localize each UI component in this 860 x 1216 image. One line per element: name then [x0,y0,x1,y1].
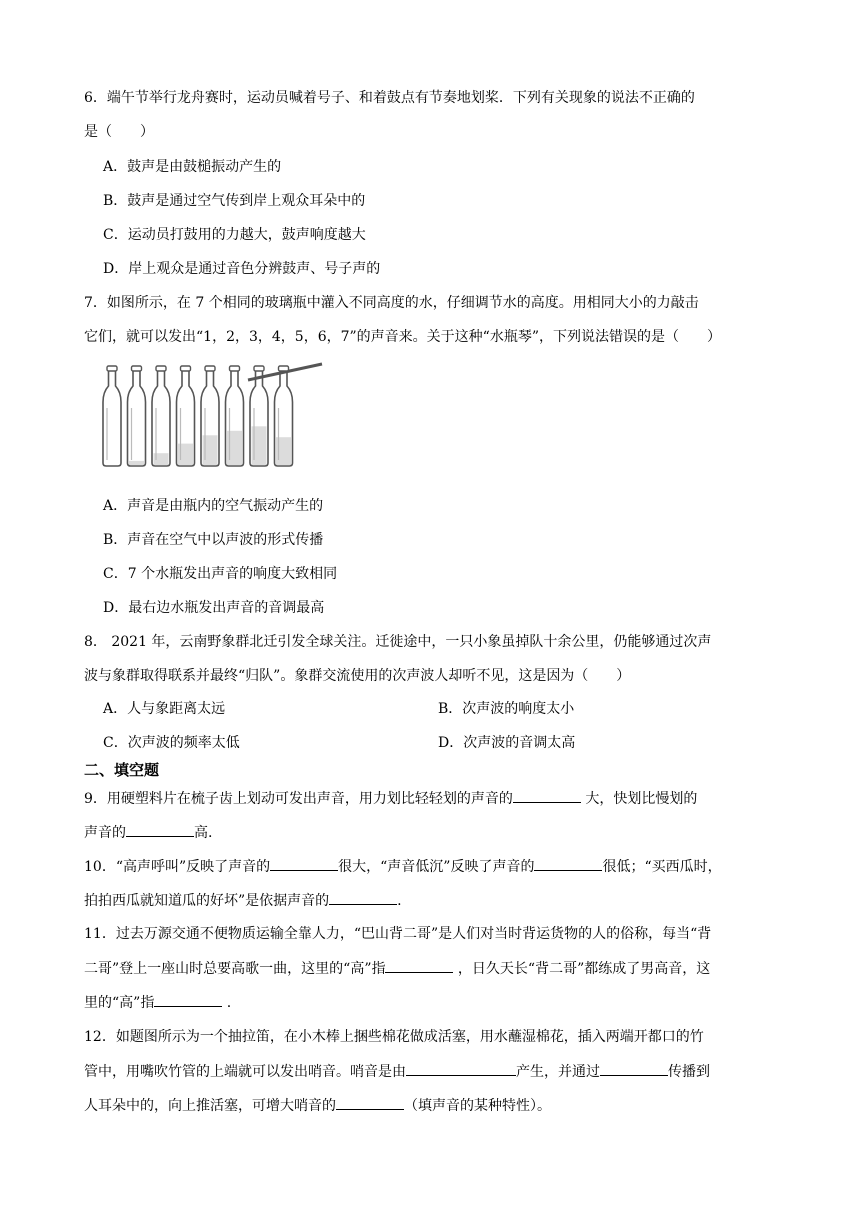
q6-stem-line1: 6．端午节举行龙舟赛时，运动员喊着号子、和着鼓点有节奏地划桨．下列有关现象的说法不正确的 [84,90,695,106]
q7-option-a[interactable]: A．声音是由瓶内的空气振动产生的 [103,498,324,514]
q10-text: 拍拍西瓜就知道瓜的好坏”是依据声音的 [84,893,330,909]
bottle [103,366,121,466]
q12-line3 [84,1095,551,1116]
bottle-outline [103,370,121,466]
q10-text: 很低；“买西瓜时， [602,859,722,875]
q9-blank-1[interactable] [513,788,581,803]
q9-text: 9．用硬塑料片在梳子齿上划动可发出声音，用力划比轻轻划的声音的 [84,791,513,807]
q10-blank-1[interactable] [270,856,338,871]
bottle [128,366,146,466]
q11-line1: 11．过去万源交通不便物质运输全靠人力，“巴山背二哥”是人们对当时背运货物的人的俗称，每当“背 [84,926,712,942]
q9-text: 高. [194,825,213,841]
q12-line2 [84,1061,710,1082]
q10-text: 10．“高声呼叫”反映了声音的 [84,859,271,875]
q8-stem-line1: 8． 2021 年，云南野象群北迁引发全球关注。迁徙途中，一只小象虽掉队十余公里，仍能够通过次声 [84,634,712,650]
q12-text: 传播到 [668,1064,710,1080]
q9-blank-2[interactable] [126,822,194,837]
water-bottle-figure [100,358,330,474]
q9-text: 大，快划比慢划的 [580,791,698,807]
q11-blank-2[interactable] [154,992,222,1007]
bottle-outline [128,370,146,466]
q9-text: 声音的 [84,825,126,841]
q11-line3 [84,992,231,1013]
section-heading: 二、填空题 [84,761,160,779]
water [129,461,144,465]
q6-option-c[interactable]: C．运动员打鼓用的力越大，鼓声响度越大 [103,227,366,243]
q7-stem-line1: 7．如图所示，在 7 个相同的玻璃瓶中灌入不同高度的水，仔细调节水的高度。用相同大小的力敲击 [84,295,699,311]
q11-text: 里的“高”指 [84,995,155,1011]
q12-blank-2[interactable] [600,1061,668,1076]
q10-blank-2[interactable] [534,856,602,871]
q9-line1 [84,788,697,809]
q8-option-d[interactable]: D．次声波的音调太高 [438,735,576,751]
bottle-lip [181,366,191,371]
bottle-lip [107,366,117,371]
bottle [152,366,170,466]
q11-blank-1[interactable] [385,958,453,973]
q12-text: 人耳朵中的，向上推活塞，可增大哨音的 [84,1098,336,1114]
q11-line2 [84,958,710,979]
q12-line1: 12．如题图所示为一个抽拉笛，在小木棒上捆些棉花做成活塞，用水蘸湿棉花，插入两端开都口的竹 [84,1029,704,1045]
q8-stem-line2: 波与象群取得联系并最终“归队”。象群交流使用的次声波人却听不见，这是因为（ ） [84,668,631,684]
q7-stem-line2: 它们，就可以发出“1，2，3，4，5，6，7”的声音来。关于这种“水瓶琴”，下列说法错误的是（ ） [84,329,721,345]
q7-option-b[interactable]: B．声音在空气中以声波的形式传播 [103,532,324,548]
q8-option-b[interactable]: B．次声波的响度太小 [438,701,575,717]
bottle-lip [132,366,142,371]
q12-text: （填声音的某种特性）。 [404,1098,551,1114]
q10-line2 [84,890,402,911]
q12-blank-3[interactable] [336,1095,404,1110]
q8-option-c[interactable]: C．次声波的频率太低 [103,735,240,751]
bottle [177,366,195,466]
q10-line1 [84,856,722,877]
bottle-lip [230,366,240,371]
q10-blank-3[interactable] [329,890,397,905]
q9-line2 [84,822,212,843]
bottle [275,366,293,466]
q8-option-a[interactable]: A．人与象距离太远 [103,701,226,717]
q6-stem-line2: 是（ ） [84,124,154,140]
q6-option-b[interactable]: B．鼓声是通过空气传到岸上观众耳朵中的 [103,193,366,209]
q10-text: . [397,893,402,909]
bottle-lip [254,366,264,371]
q12-text: 产生，并通过 [516,1064,600,1080]
q11-text: ，日久天长“背二哥”都练成了男高音，这 [453,961,711,977]
q11-text: 二哥”登上一座山时总要高歌一曲，这里的“高”指 [84,961,386,977]
q7-option-c[interactable]: C．7 个水瓶发出声音的响度大致相同 [103,566,338,582]
q6-option-a[interactable]: A．鼓声是由鼓槌振动产生的 [103,159,282,175]
q10-text: 很大，“声音低沉”反映了声音的 [338,859,535,875]
bottle [226,366,244,466]
q7-option-d[interactable]: D．最右边水瓶发出声音的音调最高 [103,600,325,616]
bottle [250,366,268,466]
q12-blank-1[interactable] [406,1061,516,1076]
bottle-outline [152,370,170,466]
bottle-lip [279,366,289,371]
q12-text: 管中，用嘴吹竹管的上端就可以发出哨音。哨音是由 [84,1064,406,1080]
bottle-lip [156,366,166,371]
bottle-lip [205,366,215,371]
q6-option-d[interactable]: D．岸上观众是通过音色分辨鼓声、号子声的 [103,261,381,277]
q11-text: . [222,995,232,1011]
bottle [201,366,219,466]
